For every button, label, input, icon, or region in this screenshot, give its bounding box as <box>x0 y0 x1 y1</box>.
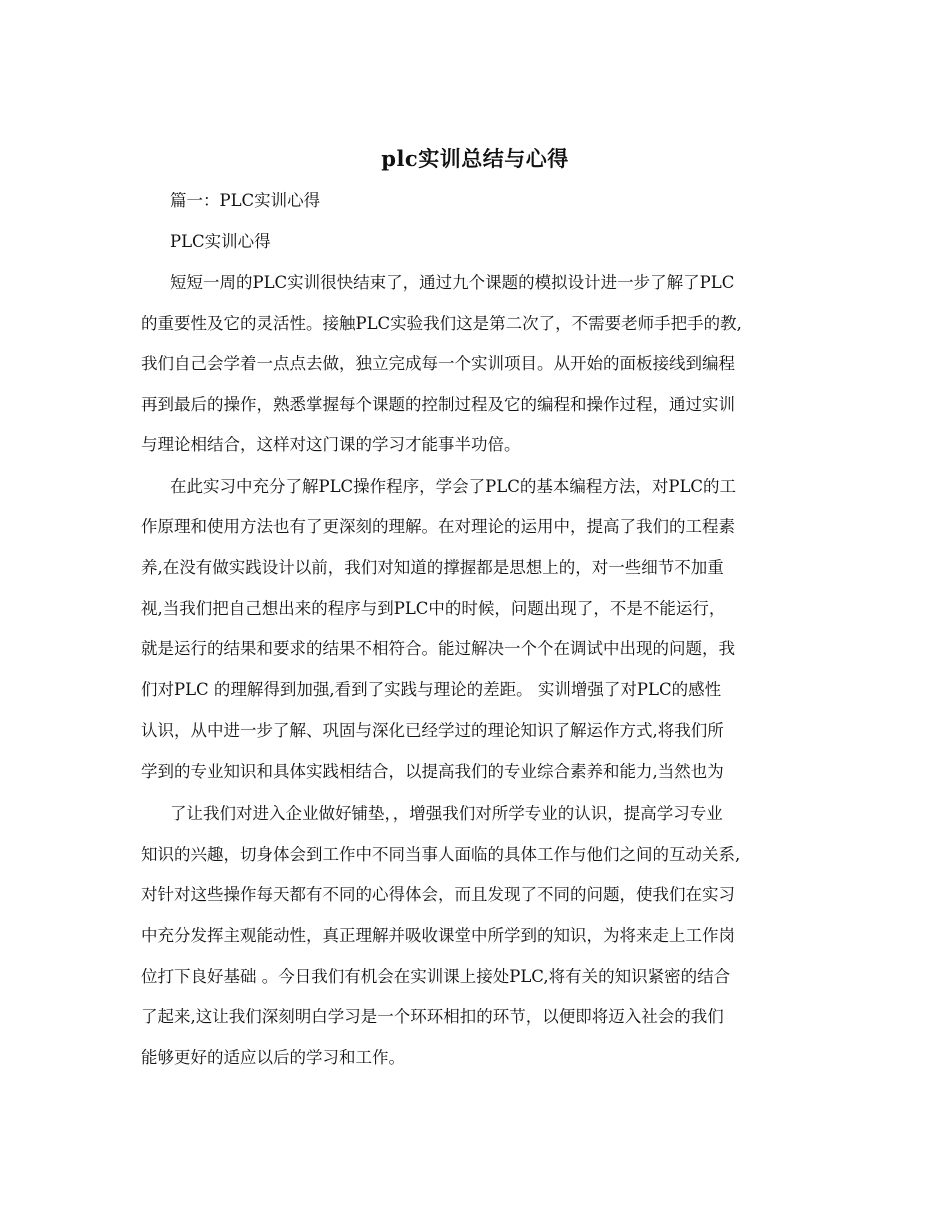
paragraph-line: 了起来,这让我们深刻明白学习是一个环环相扣的环节，以便即将迈入社会的我们 <box>141 1007 724 1026</box>
paragraph-line: 知识的兴趣，切身体会到工作中不同当事人面临的具体工作与他们之间的互动关系, <box>141 845 741 864</box>
paragraph-line: 中充分发挥主观能动性，真正理解并吸收课堂中所学到的知识，为将来走上工作岗 <box>141 926 735 945</box>
paragraph-line: 们对PLC 的理解得到加强,看到了实践与理论的差距。 实训增强了对PLC的感性 <box>141 680 722 699</box>
paragraph-line: 能够更好的适应以后的学习和工作。 <box>141 1048 405 1067</box>
paragraph-line: 视,当我们把自己想出来的程序与到PLC中的时候，问题出现了，不是不能运行， <box>141 599 726 618</box>
section-heading: 篇一：PLC实训心得 <box>170 191 321 210</box>
paragraph-line: 了让我们对进入企业做好铺垫，，增强我们对所学专业的认识，提高学习专业 <box>170 804 723 823</box>
paragraph-line: 再到最后的操作，熟悉掌握每个课题的控制过程及它的编程和操作过程，通过实训 <box>141 395 735 414</box>
paragraph-line: 养,在没有做实践设计以前，我们对知道的撑握都是思想上的，对一些细节不加重 <box>141 558 724 577</box>
sub-heading: PLC实训心得 <box>170 232 271 251</box>
paragraph-line: 认识，从中进一步了解、巩固与深化已经学过的理论知识了解运作方式,将我们所 <box>141 721 724 740</box>
paragraph-line: 作原理和使用方法也有了更深刻的理解。在对理论的运用中，提高了我们的工程素 <box>141 517 735 536</box>
paragraph-line: 位打下良好基础 。今日我们有机会在实训课上接处PLC,将有关的知识紧密的结合 <box>141 967 731 986</box>
paragraph-line: 学到的专业知识和具体实践相结合，以提高我们的专业综合素养和能力,当然也为 <box>141 762 724 781</box>
document-title: plc实训总结与心得 <box>381 146 569 171</box>
paragraph-line: 对针对这些操作每天都有不同的心得体会，而且发现了不同的问题，使我们在实习 <box>141 885 735 904</box>
paragraph-line: 短短一周的PLC实训很快结束了，通过九个课题的模拟设计进一步了解了PLC <box>170 273 735 292</box>
paragraph-line: 的重要性及它的灵活性。接触PLC实验我们这是第二次了，不需要老师手把手的教, <box>141 314 742 333</box>
paragraph-line: 与理论相结合，这样对这门课的学习才能事半功倍。 <box>141 435 521 454</box>
paragraph-line: 在此实习中充分了解PLC操作程序，学会了PLC的基本编程方法，对PLC的工 <box>170 477 737 496</box>
paragraph-line: 就是运行的结果和要求的结果不相符合。能过解决一个个在调试中出现的问题，我 <box>141 639 735 658</box>
paragraph-line: 我们自己会学着一点点去做，独立完成每一个实训项目。从开始的面板接线到编程 <box>141 354 735 373</box>
